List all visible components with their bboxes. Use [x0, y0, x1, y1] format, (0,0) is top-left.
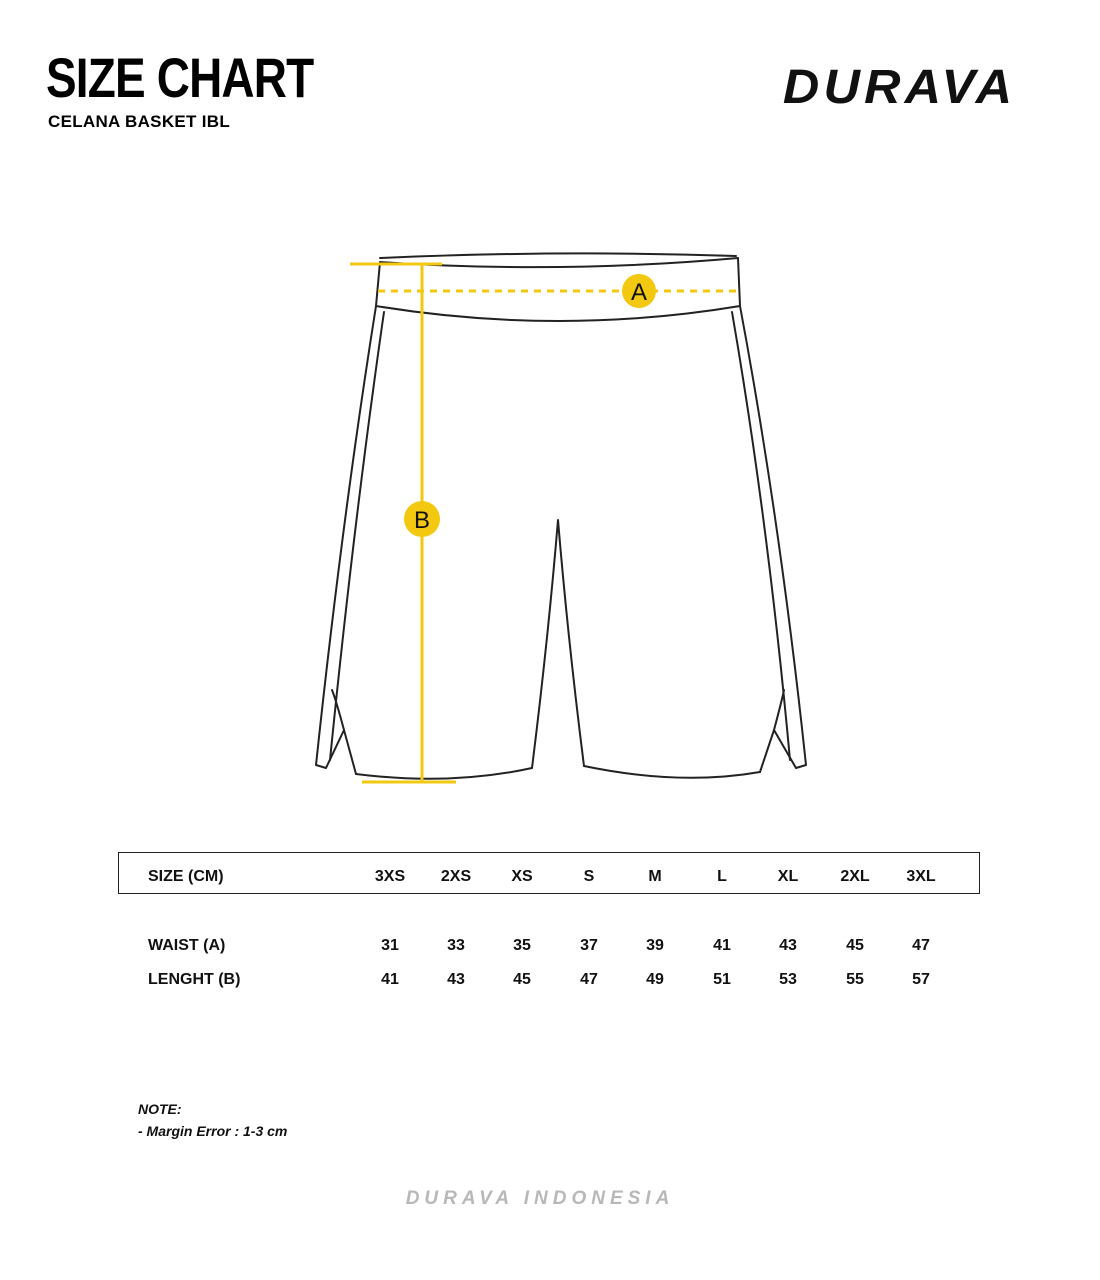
length-value: 41 [381, 971, 399, 988]
size-header-cell: 2XS [440, 868, 472, 885]
size-header-cell: 2XL [840, 868, 870, 885]
size-header-label: SIZE (CM) [148, 868, 224, 885]
size-header-cell: L [717, 868, 727, 885]
waist-value: 41 [713, 937, 731, 954]
brand-logo: DURAVA [782, 61, 1016, 114]
length-value: 43 [447, 971, 465, 988]
note-item: - Margin Error : 1-3 cm [138, 1123, 288, 1139]
waist-value: 43 [779, 937, 797, 954]
waist-value: 35 [513, 937, 531, 954]
size-header-cell: S [583, 868, 595, 885]
shorts-outline [316, 253, 806, 778]
size-header-cell: 3XS [374, 868, 406, 885]
length-value: 47 [580, 971, 598, 988]
size-header-cell: M [648, 868, 662, 885]
length-value: 51 [713, 971, 731, 988]
note-heading: NOTE: [138, 1101, 182, 1117]
footer-text: DURAVA INDONESIA [405, 1188, 675, 1209]
length-value: 55 [846, 971, 864, 988]
page-title: SIZE CHART [46, 46, 314, 109]
waist-value: 47 [912, 937, 930, 954]
length-value: 53 [779, 971, 797, 988]
size-header-row [118, 852, 980, 894]
length-value: 57 [912, 971, 930, 988]
waist-value: 39 [646, 937, 664, 954]
length-value: 45 [513, 971, 531, 988]
marker-b-label: B [413, 507, 431, 534]
waist-value: 33 [447, 937, 465, 954]
size-header-cell: XL [777, 868, 799, 885]
size-header-cell: 3XL [906, 868, 936, 885]
marker-a-label: A [630, 279, 648, 306]
length-row-label: LENGHT (B) [148, 971, 241, 988]
waist-value: 45 [846, 937, 864, 954]
size-header-cell: XS [511, 868, 533, 885]
page-subtitle: CELANA BASKET IBL [48, 112, 231, 131]
waist-value: 31 [381, 937, 399, 954]
waist-row-label: WAIST (A) [148, 937, 226, 954]
waist-value: 37 [580, 937, 598, 954]
length-value: 49 [646, 971, 664, 988]
